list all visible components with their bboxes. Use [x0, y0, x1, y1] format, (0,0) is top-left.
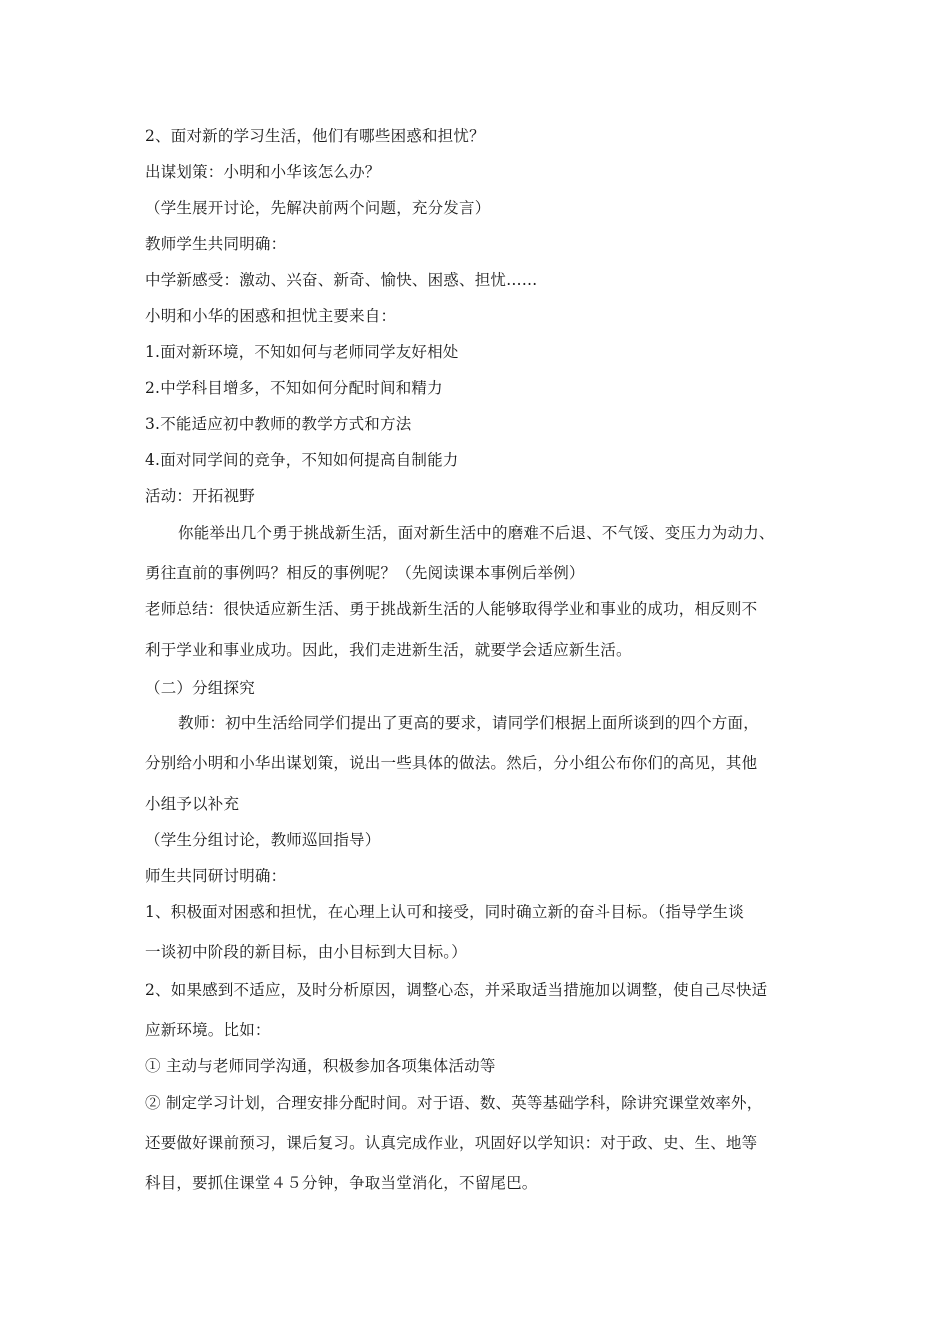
text-line: 教师学生共同明确：	[145, 235, 287, 253]
text-line: （学生展开讨论，先解决前两个问题，充分发言）	[145, 199, 491, 217]
list-item: 2.中学科目增多，不知如何分配时间和精力	[145, 379, 443, 397]
section-heading: （二）分组探究	[145, 679, 255, 697]
paragraph-line: 还要做好课前预习，课后复习。认真完成作业，巩固好以学知识：对于政、史、生、地等	[145, 1134, 758, 1152]
paragraph-line: 利于学业和事业成功。因此，我们走进新生活，就要学会适应新生活。	[145, 641, 632, 659]
paragraph-line: 老师总结：很快适应新生活、勇于挑战新生活的人能够取得学业和事业的成功，相反则不	[145, 600, 758, 618]
paragraph-line: 你能举出几个勇于挑战新生活，面对新生活中的磨难不后退、不气馁、变压力为动力、	[178, 524, 775, 542]
text-line: （学生分组讨论，教师巡回指导）	[145, 831, 381, 849]
paragraph-line: 分别给小明和小华出谋划策，说出一些具体的做法。然后，分小组公布你们的高见，其他	[145, 754, 758, 772]
list-item: 4.面对同学间的竞争，不知如何提高自制能力	[145, 451, 459, 469]
text-line: 出谋划策：小明和小华该怎么办？	[145, 163, 381, 181]
list-item: 1.面对新环境，不知如何与老师同学友好相处	[145, 343, 459, 361]
text-line: 中学新感受：激动、兴奋、新奇、愉快、困惑、担忧……	[145, 271, 538, 289]
list-item: ② 制定学习计划，合理安排分配时间。对于语、数、英等基础学科，除讲究课堂效率外，	[145, 1094, 763, 1112]
paragraph-line: 应新环境。比如：	[145, 1021, 271, 1039]
paragraph-line: 教师：初中生活给同学们提出了更高的要求，请同学们根据上面所谈到的四个方面，	[178, 714, 759, 732]
list-item: 3.不能适应初中教师的教学方式和方法	[145, 415, 412, 433]
text-line: 2、面对新的学习生活，他们有哪些困惑和担忧？	[145, 127, 485, 145]
paragraph-line: 1、积极面对困惑和担忧，在心理上认可和接受，同时确立新的奋斗目标。（指导学生谈	[145, 903, 744, 921]
paragraph-line: 一谈初中阶段的新目标，由小目标到大目标。）	[145, 943, 467, 961]
paragraph-line: 勇往直前的事例吗？相反的事例呢？（先阅读课本事例后举例）	[145, 564, 585, 582]
paragraph-line: 2、如果感到不适应，及时分析原因，调整心态，并采取适当措施加以调整，使自己尽快适	[145, 981, 768, 999]
list-item: ① 主动与老师同学沟通，积极参加各项集体活动等	[145, 1057, 496, 1075]
paragraph-line: 科目，要抓住课堂４５分钟，争取当堂消化，不留尾巴。	[145, 1174, 538, 1192]
text-line: 师生共同研讨明确：	[145, 867, 287, 885]
text-line: 小明和小华的困惑和担忧主要来自：	[145, 307, 397, 325]
paragraph-line: 小组予以补充	[145, 795, 240, 813]
section-heading: 活动：开拓视野	[145, 487, 255, 505]
